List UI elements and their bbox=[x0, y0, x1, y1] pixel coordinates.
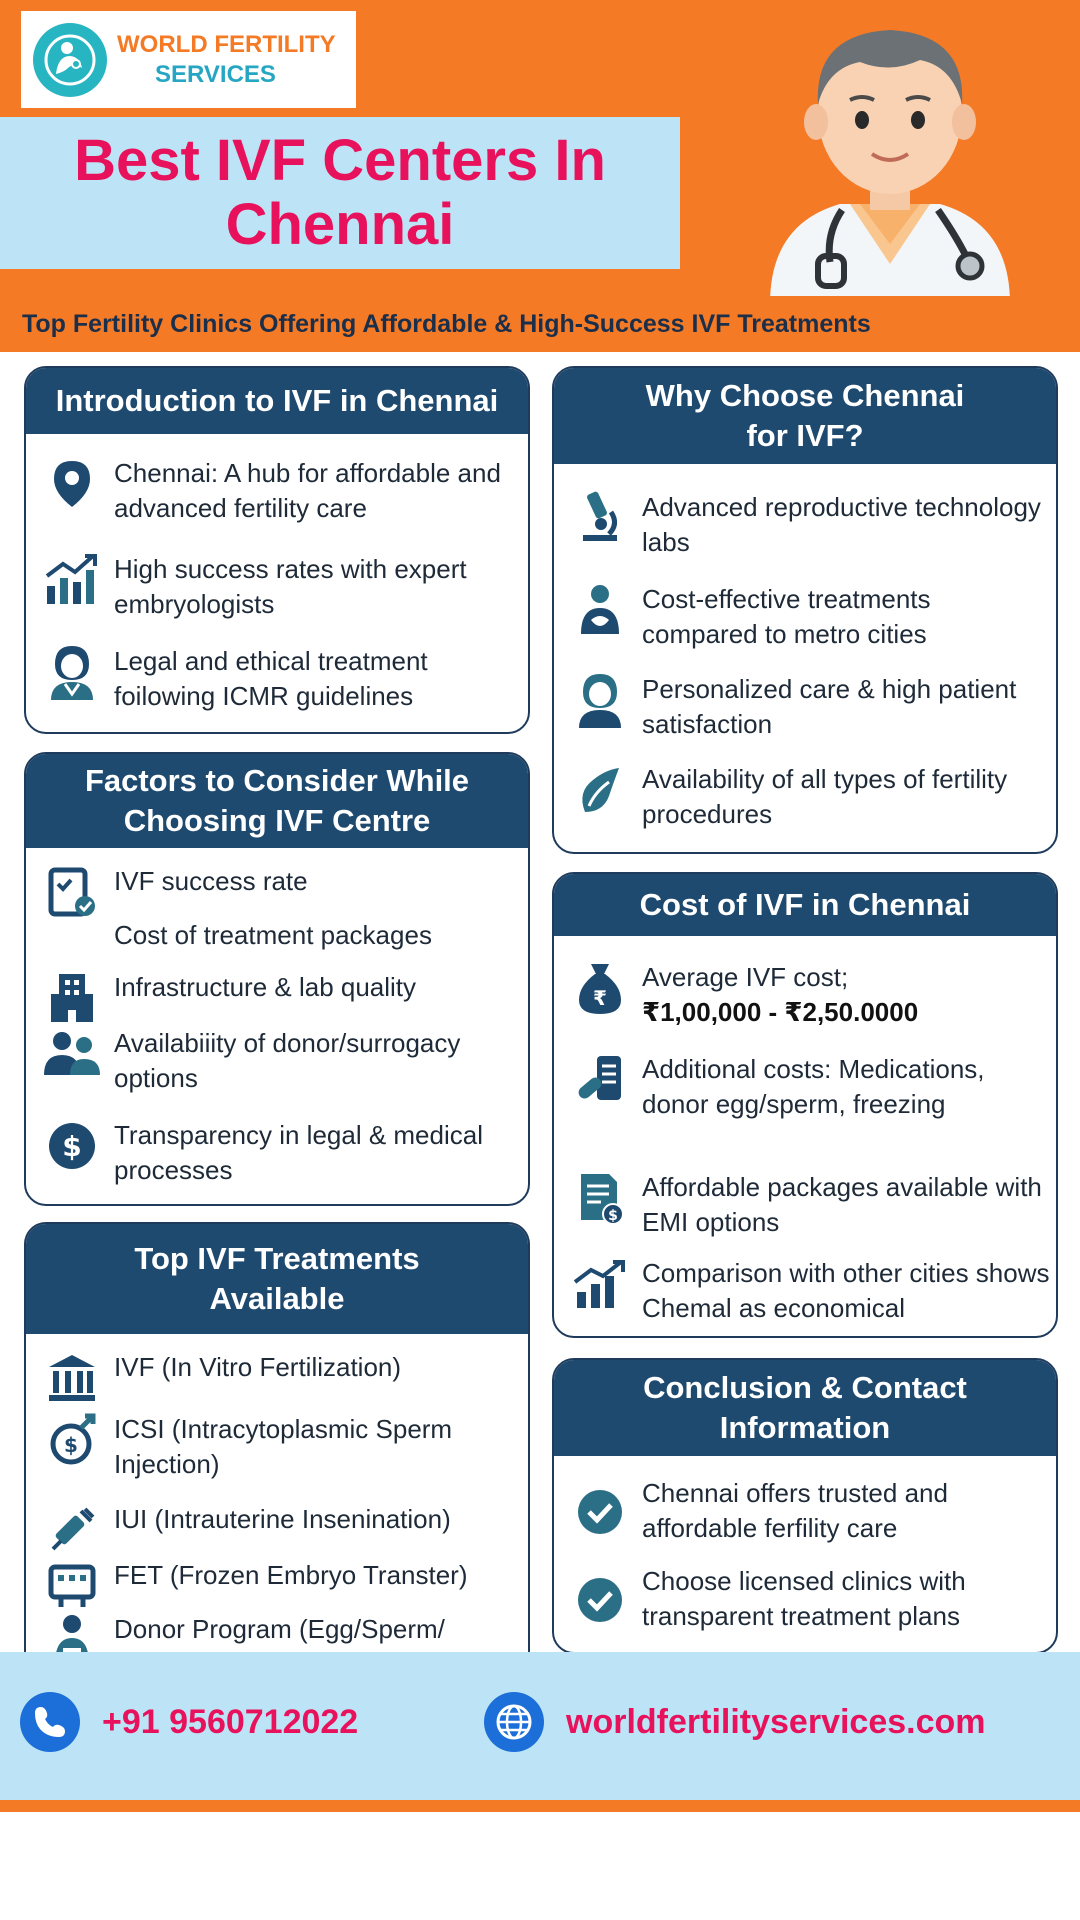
intro-card bbox=[24, 366, 530, 734]
patient-icon bbox=[572, 672, 628, 728]
list-item: Legal and ethical treatment foilowing ICMR guidelines bbox=[44, 644, 514, 714]
check-circle-icon bbox=[572, 1484, 628, 1540]
list-item: $ Affordable packages available with EMI options bbox=[572, 1170, 1052, 1240]
list-item: High success rates with expert embryologists bbox=[44, 552, 514, 622]
caregiver-icon bbox=[572, 582, 628, 638]
dollar-icon bbox=[44, 1118, 100, 1174]
list-item: Cost of treatment packages bbox=[114, 920, 432, 950]
treatments-card bbox=[24, 1222, 530, 1678]
list-item: Infrastructure & lab quality bbox=[44, 970, 514, 1026]
svg-text:₹: ₹ bbox=[593, 986, 607, 1010]
list-item: Advanced reproductive technology labs bbox=[572, 490, 1042, 560]
list-item: $ Transparency in legal & medical processes bbox=[44, 1118, 514, 1188]
list-item: IVF success rate bbox=[44, 864, 514, 920]
uterus-icon bbox=[572, 762, 628, 818]
list-item: IUI (Intrauterine Insenination) bbox=[44, 1502, 524, 1558]
list-item: Comparison with other cities shows Chemal as economical bbox=[572, 1256, 1052, 1326]
page-subtitle: Top Fertility Clinics Offering Affordable & High-Success IVF Treatments bbox=[22, 309, 871, 338]
phone-icon bbox=[20, 1692, 80, 1752]
cost-heading: Cost of IVF in Chennai bbox=[554, 874, 1056, 936]
checklist-icon bbox=[44, 864, 100, 920]
medicine-icon bbox=[572, 1052, 628, 1108]
why-heading: Why Choose Chennai for IVF? bbox=[554, 368, 1056, 464]
why-card bbox=[552, 366, 1058, 854]
footer-divider bbox=[0, 1800, 1080, 1812]
money-bag-icon bbox=[572, 960, 628, 1016]
list-item: ₹ Average IVF cost; ₹1,00,000 - ₹2,50.0000 bbox=[572, 960, 918, 1030]
list-item: FET (Frozen Embryo Transter) bbox=[44, 1558, 524, 1614]
factors-card bbox=[24, 752, 530, 1206]
svg-text:$: $ bbox=[608, 1208, 618, 1224]
phone-contact[interactable] bbox=[20, 1692, 358, 1752]
mother-child-logo-icon bbox=[33, 23, 107, 97]
growth-chart-icon bbox=[44, 552, 100, 608]
website-contact[interactable] bbox=[484, 1692, 986, 1752]
svg-text:$: $ bbox=[62, 1130, 82, 1163]
treatments-heading: Top IVF Treatments Available bbox=[26, 1224, 528, 1334]
brand-line1: WORLD FERTILITY bbox=[117, 30, 336, 58]
factors-heading: Factors to Consider While Choosing IVF Centre bbox=[26, 754, 528, 848]
title-box bbox=[0, 117, 680, 269]
check-circle-icon bbox=[572, 1572, 628, 1628]
location-pin-icon bbox=[44, 456, 100, 512]
list-item: Availability of all types of fertility procedures bbox=[572, 762, 1042, 832]
svg-text:$: $ bbox=[64, 1433, 78, 1457]
list-item: Availabiiity of donor/surrogacy options bbox=[44, 1026, 514, 1096]
building-icon bbox=[44, 970, 100, 1026]
institution-icon bbox=[44, 1350, 100, 1406]
doctor-illustration-icon bbox=[730, 4, 1050, 304]
list-item: Additional costs: Medications, donor egg/sperm, freezing bbox=[572, 1052, 1052, 1122]
list-item: Cost-effective treatments compared to metro cities bbox=[572, 582, 1042, 652]
intro-heading: Introduction to IVF in Chennai bbox=[26, 368, 528, 434]
website-link[interactable]: worldfertilityservices.com bbox=[566, 1702, 986, 1741]
header-banner bbox=[0, 0, 1080, 352]
conclusion-heading: Conclusion & Contact Information bbox=[554, 1360, 1056, 1456]
sperm-icon bbox=[44, 1412, 100, 1468]
brand-logo[interactable] bbox=[21, 11, 356, 108]
list-item: Donor Program (Egg/Sperm/ bbox=[44, 1612, 524, 1668]
subtitle-band bbox=[0, 296, 1080, 352]
comparison-chart-icon bbox=[572, 1256, 628, 1312]
invoice-icon bbox=[572, 1170, 628, 1226]
list-item: Personalized care & high patient satisfaction bbox=[572, 672, 1042, 742]
people-icon bbox=[44, 1026, 100, 1082]
list-item: IVF (In Vitro Fertilization) bbox=[44, 1350, 524, 1406]
conclusion-card bbox=[552, 1358, 1058, 1654]
brand-line2: SERVICES bbox=[155, 60, 276, 88]
list-item: $ ICSI (Intracytoplasmic Sperm Injection) bbox=[44, 1412, 524, 1482]
phone-number[interactable]: +91 9560712022 bbox=[102, 1702, 359, 1741]
embryo-tray-icon bbox=[44, 1558, 100, 1614]
globe-icon bbox=[484, 1692, 544, 1752]
microscope-icon bbox=[572, 490, 628, 546]
doctor-icon bbox=[44, 644, 100, 700]
list-item: Chennai offers trusted and affordable ferfility care bbox=[572, 1476, 1052, 1546]
syringe-icon bbox=[44, 1502, 100, 1558]
footer-contact bbox=[0, 1652, 1080, 1800]
page-title: Best IVF Centers In Chennai bbox=[74, 128, 606, 257]
list-item: Choose licensed clinics with transparent treatment plans bbox=[572, 1564, 1052, 1634]
list-item: Chennai: A hub for affordable and advanced fertility care bbox=[44, 456, 514, 526]
cost-card bbox=[552, 872, 1058, 1338]
